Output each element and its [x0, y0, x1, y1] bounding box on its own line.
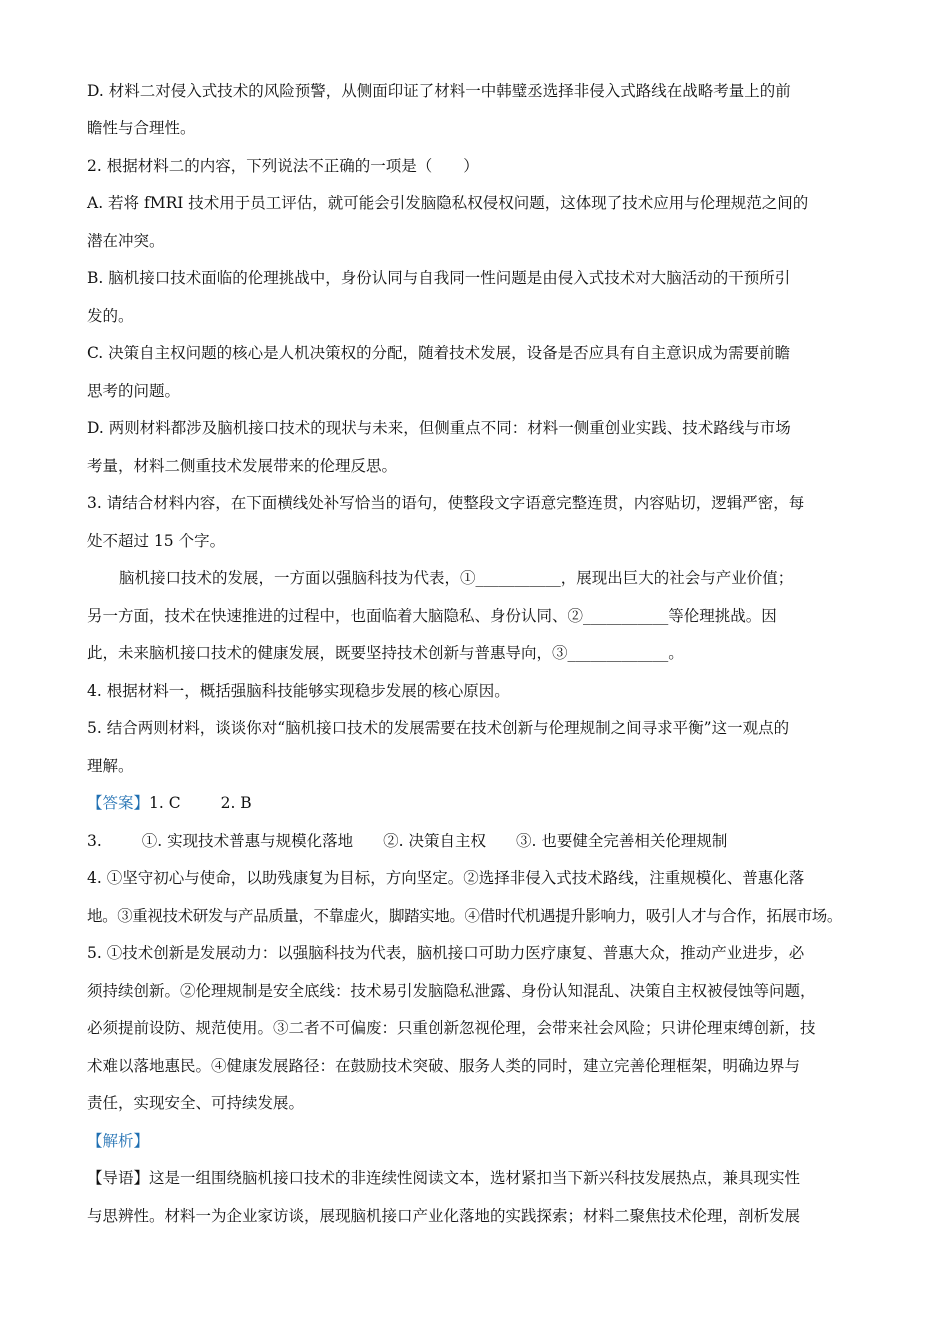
option-d-line-2: 瞻性与合理性。	[87, 119, 196, 137]
option-c-line-2: 思考的问题。	[87, 382, 181, 400]
question-3-line-2: 处不超过 15 个字。	[87, 532, 226, 550]
answer-line	[87, 792, 917, 814]
option-d2-line-2: 考量，材料二侧重技术发展带来的伦理反思。	[87, 457, 398, 475]
answer-3-part-b: ②. 决策自主权	[383, 832, 487, 850]
option-c-line-1: C. 决策自主权问题的核心是人机决策权的分配，随着技术发展，设备是否应具有自主意识成为需要前瞻	[87, 344, 791, 362]
answer-q1: 1. C	[149, 794, 181, 812]
intro-label: 【导语】	[87, 1169, 150, 1187]
option-a-line-1: A. 若将 fMRI 技术用于员工评估，就可能会引发脑隐私权侵权问题，这体现了技术应用与伦理规范之间的	[87, 194, 809, 212]
answer-5-line-4: 术难以落地惠民。④健康发展路径：在鼓励技术突破、服务人类的同时，建立完善伦理框架，明确边界与	[87, 1057, 801, 1075]
answer-q2: 2. B	[220, 794, 252, 812]
option-d2-line-1: D. 两则材料都涉及脑机接口技术的现状与未来，但侧重点不同：材料一侧重创业实践、技术路线与市场	[87, 419, 791, 437]
question-5-line-1: 5. 结合两则材料，谈谈你对“脑机接口技术的发展需要在技术创新与伦理规制之间寻求平衡”这一观点的	[87, 719, 790, 737]
answer-4-line-1: 4. ①坚守初心与使命，以助残康复为目标，方向坚定。②选择非侵入式技术路线，注重规模化、普惠化落	[87, 869, 805, 887]
question-2: 2. 根据材料二的内容，下列说法不正确的一项是（ ）	[87, 157, 479, 175]
intro-line-1	[87, 1167, 917, 1189]
answer-label: 【答案】	[87, 794, 150, 812]
answer-3-number: 3.	[87, 832, 102, 850]
option-b-line-1: B. 脑机接口技术面临的伦理挑战中，身份认同与自我同一性问题是由侵入式技术对大脑活动的干预所引	[87, 269, 791, 287]
answer-5-line-1: 5. ①技术创新是发展动力：以强脑科技为代表，脑机接口可助力医疗康复、普惠大众，推动产业进步，必	[87, 944, 805, 962]
analysis-label: 【解析】	[87, 1132, 150, 1150]
option-a-line-2: 潜在冲突。	[87, 232, 165, 250]
fill-paragraph-line-2: 另一方面，技术在快速推进的过程中，也面临着大脑隐私、身份认同、②___________等伦理挑战。因	[87, 607, 777, 625]
intro-text: 这是一组围绕脑机接口技术的非连续性阅读文本，选材紧扣当下新兴科技发展热点，兼具现实性	[149, 1169, 801, 1187]
answer-3-line	[87, 830, 917, 852]
option-b-line-2: 发的。	[87, 307, 134, 325]
answer-4-line-2: 地。③重视技术研发与产品质量，不靠虚火，脚踏实地。④借时代机遇提升影响力，吸引人才与合作，拓展市场。	[87, 907, 843, 925]
fill-paragraph-line-1: 脑机接口技术的发展，一方面以强脑科技为代表，①___________，展现出巨大的社会与产业价值；	[119, 569, 794, 587]
answer-3-part-c: ③. 也要健全完善相关伦理规制	[516, 832, 728, 850]
answer-5-line-5: 责任，实现安全、可持续发展。	[87, 1094, 305, 1112]
question-5-line-2: 理解。	[87, 757, 134, 775]
answer-5-line-3: 必须提前设防、规范使用。③二者不可偏废：只重创新忽视伦理，会带来社会风险；只讲伦理束缚创新，技	[87, 1019, 816, 1037]
answer-5-line-2: 须持续创新。②伦理规制是安全底线：技术易引发脑隐私泄露、身份认知混乱、决策自主权被侵蚀等问题，	[87, 982, 816, 1000]
answer-3-part-a: ①. 实现技术普惠与规模化落地	[141, 832, 354, 850]
intro-line-2: 与思辨性。材料一为企业家访谈，展现脑机接口产业化落地的实践探索；材料二聚焦技术伦理，剖析发展	[87, 1207, 801, 1225]
question-3-line-1: 3. 请结合材料内容，在下面横线处补写恰当的语句，使整段文字语意完整连贯，内容贴切，逻辑严密，每	[87, 494, 805, 512]
fill-paragraph-line-3: 此，未来脑机接口技术的健康发展，既要坚持技术创新与普惠导向，③_____________。	[87, 644, 684, 662]
question-4: 4. 根据材料一，概括强脑科技能够实现稳步发展的核心原因。	[87, 682, 510, 700]
option-d-line-1: D. 材料二对侵入式技术的风险预警，从侧面印证了材料一中韩璧丞选择非侵入式路线在战略考量上的前	[87, 82, 791, 100]
